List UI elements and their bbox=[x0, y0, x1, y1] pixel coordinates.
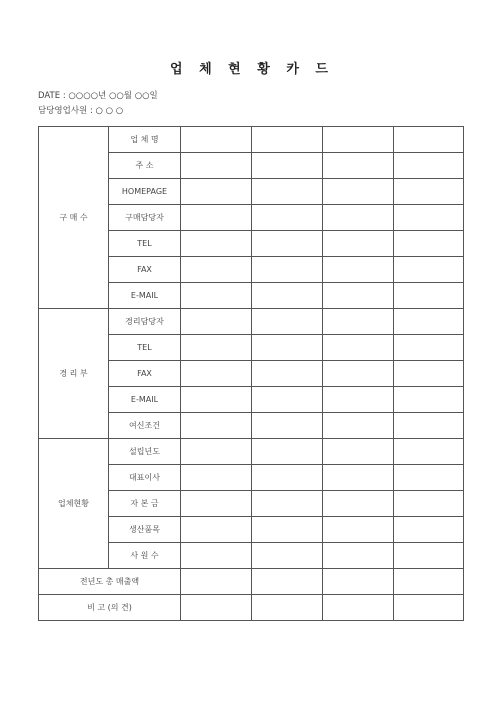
entry-cell[interactable] bbox=[323, 309, 394, 335]
entry-cell[interactable] bbox=[252, 595, 323, 621]
entry-cell[interactable] bbox=[252, 179, 323, 205]
entry-cell[interactable] bbox=[323, 517, 394, 543]
entry-cell[interactable] bbox=[252, 127, 323, 153]
entry-cell[interactable] bbox=[181, 491, 252, 517]
entry-cell[interactable] bbox=[323, 205, 394, 231]
entry-cell[interactable] bbox=[181, 439, 252, 465]
entry-cell[interactable] bbox=[323, 283, 394, 309]
field-label: E-MAIL bbox=[109, 283, 181, 309]
entry-cell[interactable] bbox=[394, 283, 464, 309]
entry-cell[interactable] bbox=[394, 205, 464, 231]
entry-cell[interactable] bbox=[394, 569, 464, 595]
entry-cell[interactable] bbox=[252, 387, 323, 413]
entry-cell[interactable] bbox=[252, 543, 323, 569]
field-label: TEL bbox=[109, 335, 181, 361]
entry-cell[interactable] bbox=[394, 491, 464, 517]
entry-cell[interactable] bbox=[394, 387, 464, 413]
entry-cell[interactable] bbox=[394, 257, 464, 283]
entry-cell[interactable] bbox=[181, 283, 252, 309]
table-row bbox=[39, 569, 464, 595]
entry-cell[interactable] bbox=[252, 491, 323, 517]
entry-cell[interactable] bbox=[394, 439, 464, 465]
field-label: 구매담당자 bbox=[109, 205, 181, 231]
field-label: FAX bbox=[109, 257, 181, 283]
entry-cell[interactable] bbox=[323, 179, 394, 205]
entry-cell[interactable] bbox=[394, 127, 464, 153]
entry-cell[interactable] bbox=[394, 361, 464, 387]
entry-cell[interactable] bbox=[323, 569, 394, 595]
field-label: 설립년도 bbox=[109, 439, 181, 465]
entry-cell[interactable] bbox=[252, 517, 323, 543]
section-purchasing-label: 구 매 수 bbox=[39, 127, 109, 309]
table-row bbox=[39, 127, 464, 153]
field-label: HOMEPAGE bbox=[109, 179, 181, 205]
entry-cell[interactable] bbox=[323, 465, 394, 491]
entry-cell[interactable] bbox=[394, 543, 464, 569]
entry-cell[interactable] bbox=[394, 179, 464, 205]
entry-cell[interactable] bbox=[181, 257, 252, 283]
entry-cell[interactable] bbox=[181, 361, 252, 387]
sales-rep-line: 담당영업사원 : ○ ○ ○ bbox=[38, 106, 124, 116]
table-row bbox=[39, 595, 464, 621]
entry-cell[interactable] bbox=[394, 465, 464, 491]
entry-cell[interactable] bbox=[394, 231, 464, 257]
date-line: DATE : ○○○○년 ○○월 ○○일 bbox=[38, 91, 158, 101]
entry-cell[interactable] bbox=[181, 465, 252, 491]
entry-cell[interactable] bbox=[252, 361, 323, 387]
entry-cell[interactable] bbox=[252, 257, 323, 283]
entry-cell[interactable] bbox=[181, 413, 252, 439]
entry-cell[interactable] bbox=[252, 205, 323, 231]
field-label: 생산품목 bbox=[109, 517, 181, 543]
entry-cell[interactable] bbox=[252, 283, 323, 309]
entry-cell[interactable] bbox=[252, 465, 323, 491]
table-row bbox=[39, 309, 464, 335]
section-accounting-label: 경 리 부 bbox=[39, 309, 109, 439]
section-company-status-label: 업체현황 bbox=[39, 439, 109, 569]
entry-cell[interactable] bbox=[323, 491, 394, 517]
entry-cell[interactable] bbox=[181, 231, 252, 257]
entry-cell[interactable] bbox=[323, 413, 394, 439]
page-title: 업 체 현 황 카 드 bbox=[170, 62, 334, 77]
entry-cell[interactable] bbox=[394, 309, 464, 335]
entry-cell[interactable] bbox=[252, 153, 323, 179]
entry-cell[interactable] bbox=[323, 361, 394, 387]
entry-cell[interactable] bbox=[181, 335, 252, 361]
field-label: FAX bbox=[109, 361, 181, 387]
table-row bbox=[39, 439, 464, 465]
entry-cell[interactable] bbox=[394, 595, 464, 621]
field-label: 주 소 bbox=[109, 153, 181, 179]
entry-cell[interactable] bbox=[394, 413, 464, 439]
entry-cell[interactable] bbox=[181, 205, 252, 231]
entry-cell[interactable] bbox=[181, 387, 252, 413]
entry-cell[interactable] bbox=[181, 127, 252, 153]
entry-cell[interactable] bbox=[394, 335, 464, 361]
entry-cell[interactable] bbox=[394, 153, 464, 179]
entry-cell[interactable] bbox=[181, 543, 252, 569]
entry-cell[interactable] bbox=[323, 595, 394, 621]
entry-cell[interactable] bbox=[252, 231, 323, 257]
field-label: 여신조건 bbox=[109, 413, 181, 439]
entry-cell[interactable] bbox=[394, 517, 464, 543]
field-label: 사 원 수 bbox=[109, 543, 181, 569]
entry-cell[interactable] bbox=[181, 595, 252, 621]
company-status-table bbox=[38, 126, 464, 621]
entry-cell[interactable] bbox=[252, 439, 323, 465]
entry-cell[interactable] bbox=[323, 543, 394, 569]
entry-cell[interactable] bbox=[252, 569, 323, 595]
entry-cell[interactable] bbox=[323, 153, 394, 179]
prev-year-sales-label: 전년도 총 매출액 bbox=[39, 569, 181, 595]
field-label: TEL bbox=[109, 231, 181, 257]
field-label: 대표이사 bbox=[109, 465, 181, 491]
entry-cell[interactable] bbox=[252, 309, 323, 335]
remarks-label: 비 고 (의 견) bbox=[39, 595, 181, 621]
entry-cell[interactable] bbox=[181, 179, 252, 205]
entry-cell[interactable] bbox=[181, 569, 252, 595]
entry-cell[interactable] bbox=[181, 517, 252, 543]
entry-cell[interactable] bbox=[323, 231, 394, 257]
entry-cell[interactable] bbox=[181, 153, 252, 179]
entry-cell[interactable] bbox=[323, 387, 394, 413]
field-label: 자 본 금 bbox=[109, 491, 181, 517]
entry-cell[interactable] bbox=[252, 335, 323, 361]
entry-cell[interactable] bbox=[323, 127, 394, 153]
entry-cell[interactable] bbox=[252, 413, 323, 439]
field-label: E-MAIL bbox=[109, 387, 181, 413]
entry-cell[interactable] bbox=[323, 257, 394, 283]
entry-cell[interactable] bbox=[181, 309, 252, 335]
field-label: 업 체 명 bbox=[109, 127, 181, 153]
entry-cell[interactable] bbox=[323, 439, 394, 465]
field-label: 경리담당자 bbox=[109, 309, 181, 335]
entry-cell[interactable] bbox=[323, 335, 394, 361]
